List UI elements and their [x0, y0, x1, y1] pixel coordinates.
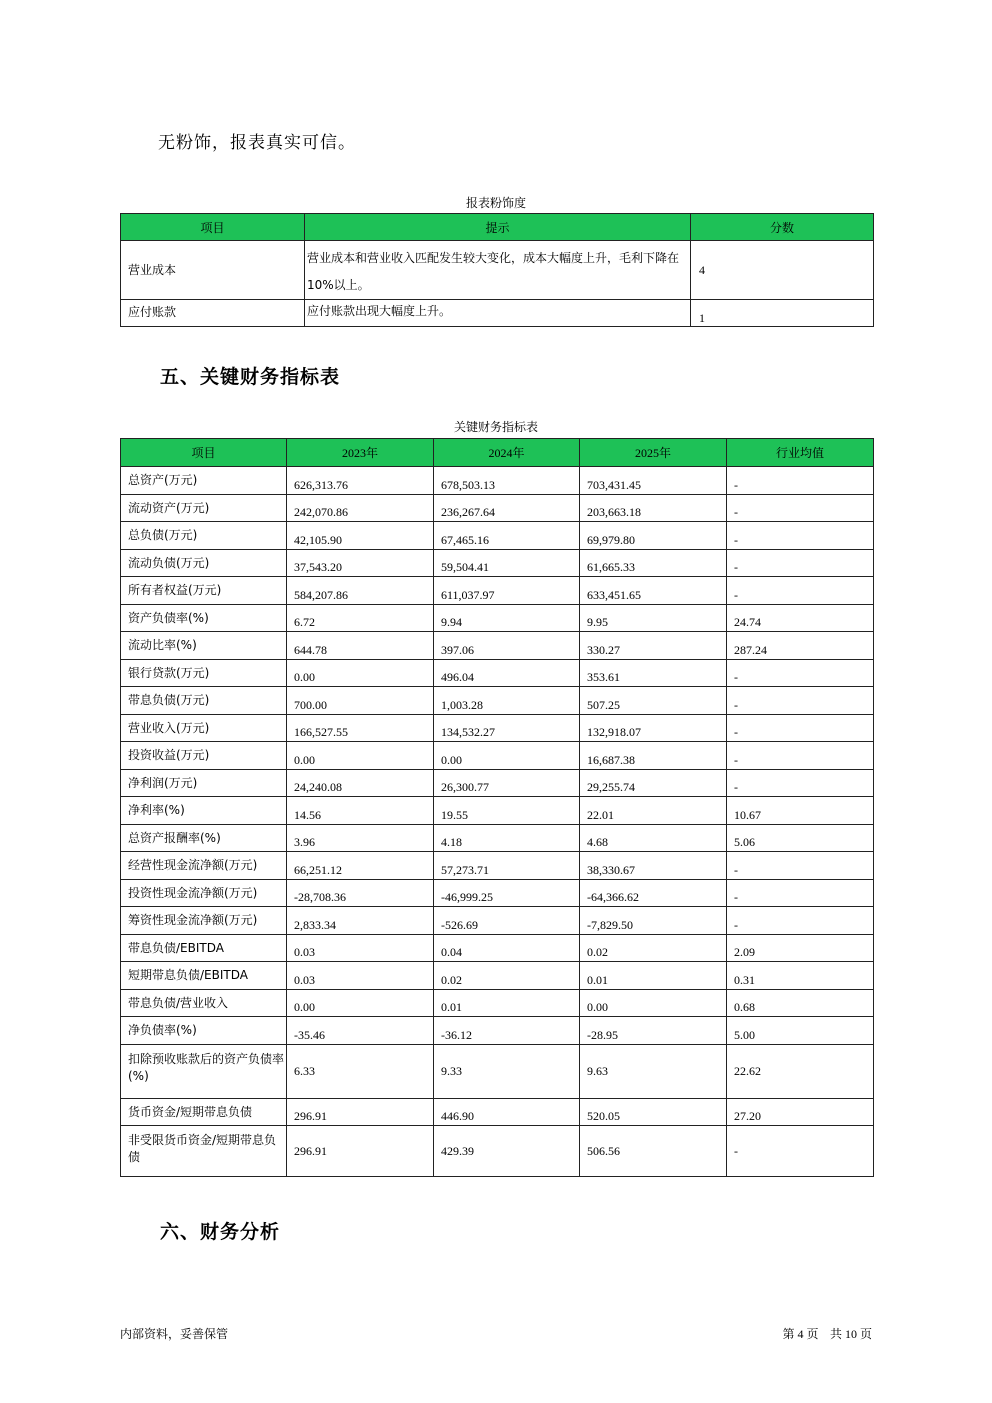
table1-caption: 报表粉饰度 — [465, 196, 526, 210]
table1-cell-item: 营业成本 — [121, 241, 305, 300]
table2-cell-2024: 57,273.71 — [434, 852, 580, 880]
table2-cell-2025: 38,330.67 — [580, 852, 727, 880]
table2-cell-industry-avg: 5.06 — [727, 824, 874, 852]
table2-header-item: 项目 — [121, 439, 287, 467]
table2-cell-item: 带息负债/营业收入 — [121, 989, 287, 1017]
table-row — [121, 989, 874, 1017]
table2-cell-2024: 67,465.16 — [434, 522, 580, 550]
table-row — [121, 522, 874, 550]
table2-cell-industry-avg: - — [727, 907, 874, 935]
table2-cell-2025: 0.02 — [580, 934, 727, 962]
table2-cell-2024: 0.00 — [434, 742, 580, 770]
table-row — [121, 769, 874, 797]
table-row — [121, 632, 874, 660]
table2-cell-2025: 0.00 — [580, 989, 727, 1017]
table2-cell-2024: 611,037.97 — [434, 577, 580, 605]
table-row — [121, 797, 874, 825]
table2-cell-industry-avg: - — [727, 467, 874, 495]
table2-cell-2023: 0.03 — [287, 962, 434, 990]
table1-cell-score: 1 — [691, 300, 874, 327]
table-row — [121, 300, 874, 327]
table2-cell-2024: 9.94 — [434, 604, 580, 632]
table2-header-2023: 2023年 — [287, 439, 434, 467]
table2-cell-item: 扣除预收账款后的资产负债率(%) — [121, 1044, 287, 1098]
table2-cell-2023: 42,105.90 — [287, 522, 434, 550]
table2-cell-2023: 66,251.12 — [287, 852, 434, 880]
table2-cell-2025: 353.61 — [580, 659, 727, 687]
table2-cell-2025: 22.01 — [580, 797, 727, 825]
table2-cell-2024: 0.04 — [434, 934, 580, 962]
table1-cell-tip: 营业成本和营业收入匹配发生较大变化，成本大幅度上升，毛利下降在10%以上。 — [305, 241, 691, 300]
table2-cell-2024: 1,003.28 — [434, 687, 580, 715]
table2-cell-2023: 6.72 — [287, 604, 434, 632]
table2-cell-2025: 507.25 — [580, 687, 727, 715]
table2-cell-item: 净利润(万元) — [121, 769, 287, 797]
table2-cell-industry-avg: - — [727, 769, 874, 797]
table2-cell-2023: 0.03 — [287, 934, 434, 962]
table2-cell-industry-avg: - — [727, 879, 874, 907]
table2-cell-item: 总资产(万元) — [121, 467, 287, 495]
table2-cell-item: 净负债率(%) — [121, 1017, 287, 1045]
table2-cell-item: 筹资性现金流净额(万元) — [121, 907, 287, 935]
key-financial-indicators-table — [120, 438, 874, 1177]
table2-cell-item: 带息负债/EBITDA — [121, 934, 287, 962]
table-row — [121, 1126, 874, 1177]
table2-cell-2023: 0.00 — [287, 989, 434, 1017]
table2-cell-industry-avg: - — [727, 687, 874, 715]
table2-cell-item: 流动比率(%) — [121, 632, 287, 660]
table1-cell-score: 4 — [691, 241, 874, 300]
table2-cell-2023: 644.78 — [287, 632, 434, 660]
table2-cell-industry-avg: 287.24 — [727, 632, 874, 660]
table1-cell-tip: 应付账款出现大幅度上升。 — [305, 300, 691, 327]
table2-cell-2023: 14.56 — [287, 797, 434, 825]
table2-cell-2025: -7,829.50 — [580, 907, 727, 935]
table2-cell-industry-avg: - — [727, 742, 874, 770]
table2-cell-2025: 69,979.80 — [580, 522, 727, 550]
table2-cell-industry-avg: 0.68 — [727, 989, 874, 1017]
table-row — [121, 659, 874, 687]
table2-cell-industry-avg: - — [727, 714, 874, 742]
table2-cell-2023: 296.91 — [287, 1098, 434, 1126]
table2-cell-2025: -64,366.62 — [580, 879, 727, 907]
table2-cell-2023: 2,833.34 — [287, 907, 434, 935]
table2-cell-2023: 166,527.55 — [287, 714, 434, 742]
table2-cell-2023: 0.00 — [287, 742, 434, 770]
table2-cell-industry-avg: - — [727, 577, 874, 605]
table1-cell-item: 应付账款 — [121, 300, 305, 327]
table-row — [121, 824, 874, 852]
table-row — [121, 907, 874, 935]
table2-cell-industry-avg: - — [727, 549, 874, 577]
table2-cell-2023: 700.00 — [287, 687, 434, 715]
report-window-dressing-table — [120, 213, 874, 327]
section5-heading: 五、关键财务指标表 — [160, 366, 341, 388]
table2-cell-2024: 0.02 — [434, 962, 580, 990]
table2-cell-industry-avg: 5.00 — [727, 1017, 874, 1045]
table-row — [121, 1044, 874, 1098]
table2-cell-item: 所有者权益(万元) — [121, 577, 287, 605]
footer-page-number — [783, 1325, 872, 1342]
table2-cell-2023: 626,313.76 — [287, 467, 434, 495]
table2-cell-item: 投资收益(万元) — [121, 742, 287, 770]
intro-text: 无粉饰，报表真实可信。 — [158, 133, 356, 153]
table2-cell-industry-avg: - — [727, 494, 874, 522]
table-row — [121, 714, 874, 742]
table2-cell-2025: -28.95 — [580, 1017, 727, 1045]
table2-cell-2023: 296.91 — [287, 1126, 434, 1177]
table2-cell-2023: -35.46 — [287, 1017, 434, 1045]
table-row — [121, 879, 874, 907]
table-row — [121, 1098, 874, 1126]
table2-cell-2025: 9.63 — [580, 1044, 727, 1098]
table2-cell-2024: -526.69 — [434, 907, 580, 935]
table2-cell-2024: 236,267.64 — [434, 494, 580, 522]
table2-cell-2024: 134,532.27 — [434, 714, 580, 742]
table2-cell-industry-avg: 10.67 — [727, 797, 874, 825]
table2-cell-2023: 37,543.20 — [287, 549, 434, 577]
table2-cell-2023: 242,070.86 — [287, 494, 434, 522]
table-row — [121, 577, 874, 605]
table2-cell-2024: 678,503.13 — [434, 467, 580, 495]
table2-cell-industry-avg: - — [727, 1126, 874, 1177]
table2-cell-item: 投资性现金流净额(万元) — [121, 879, 287, 907]
table2-cell-item: 非受限货币资金/短期带息负债 — [121, 1126, 287, 1177]
table2-cell-item: 净利率(%) — [121, 797, 287, 825]
table2-cell-item: 经营性现金流净额(万元) — [121, 852, 287, 880]
table2-cell-2023: 584,207.86 — [287, 577, 434, 605]
table2-cell-industry-avg: 27.20 — [727, 1098, 874, 1126]
table2-cell-2024: 446.90 — [434, 1098, 580, 1126]
table2-cell-industry-avg: - — [727, 522, 874, 550]
table-row — [121, 549, 874, 577]
table2-cell-2025: 132,918.07 — [580, 714, 727, 742]
table2-cell-item: 银行贷款(万元) — [121, 659, 287, 687]
table2-cell-2024: 26,300.77 — [434, 769, 580, 797]
table2-cell-2023: 0.00 — [287, 659, 434, 687]
table2-cell-2023: -28,708.36 — [287, 879, 434, 907]
table2-cell-2024: -46,999.25 — [434, 879, 580, 907]
table2-cell-2025: 61,665.33 — [580, 549, 727, 577]
table2-cell-industry-avg: 22.62 — [727, 1044, 874, 1098]
table2-cell-2024: 496.04 — [434, 659, 580, 687]
table2-cell-industry-avg: 0.31 — [727, 962, 874, 990]
table2-cell-2024: 19.55 — [434, 797, 580, 825]
footer-page-prefix: 第 — [782, 1327, 795, 1341]
table-row — [121, 467, 874, 495]
table-row — [121, 604, 874, 632]
table2-cell-2025: 29,255.74 — [580, 769, 727, 797]
table2-cell-industry-avg: 2.09 — [727, 934, 874, 962]
table2-header-2024: 2024年 — [434, 439, 580, 467]
table2-cell-2023: 24,240.08 — [287, 769, 434, 797]
table2-cell-item: 带息负债(万元) — [121, 687, 287, 715]
table2-cell-2025: 9.95 — [580, 604, 727, 632]
table1-header-tip: 提示 — [305, 214, 691, 241]
table2-cell-2024: 397.06 — [434, 632, 580, 660]
table-row — [121, 852, 874, 880]
table2-cell-2024: 429.39 — [434, 1126, 580, 1177]
table-row — [121, 1017, 874, 1045]
table2-cell-2025: 633,451.65 — [580, 577, 727, 605]
table2-cell-2025: 330.27 — [580, 632, 727, 660]
table2-cell-2024: 9.33 — [434, 1044, 580, 1098]
table2-cell-item: 流动资产(万元) — [121, 494, 287, 522]
table2-cell-industry-avg: - — [727, 659, 874, 687]
table1-header-item: 项目 — [121, 214, 305, 241]
footer-confidential: 内部资料，妥善保管 — [120, 1327, 229, 1341]
table2-cell-2024: 4.18 — [434, 824, 580, 852]
table2-cell-2023: 3.96 — [287, 824, 434, 852]
table2-cell-2025: 4.68 — [580, 824, 727, 852]
table2-header-industry-avg: 行业均值 — [727, 439, 874, 467]
table2-cell-2025: 203,663.18 — [580, 494, 727, 522]
section6-heading: 六、财务分析 — [160, 1221, 281, 1243]
table1-header-score: 分数 — [691, 214, 874, 241]
table-row — [121, 494, 874, 522]
table2-cell-2025: 16,687.38 — [580, 742, 727, 770]
table2-caption: 关键财务指标表 — [453, 420, 538, 434]
table2-cell-item: 资产负债率(%) — [121, 604, 287, 632]
table2-cell-industry-avg: - — [727, 852, 874, 880]
table2-cell-2024: -36.12 — [434, 1017, 580, 1045]
table2-header-2025: 2025年 — [580, 439, 727, 467]
footer-page-current: 4 — [797, 1327, 804, 1341]
table2-cell-2024: 59,504.41 — [434, 549, 580, 577]
table-row — [121, 241, 874, 300]
table2-cell-item: 总负债(万元) — [121, 522, 287, 550]
table2-cell-2024: 0.01 — [434, 989, 580, 1017]
footer-page-total: 10 — [844, 1327, 857, 1341]
table2-cell-2025: 520.05 — [580, 1098, 727, 1126]
footer-page-mid: 页 共 — [806, 1327, 842, 1341]
table2-cell-item: 短期带息负债/EBITDA — [121, 962, 287, 990]
table2-cell-2023: 6.33 — [287, 1044, 434, 1098]
table-row — [121, 687, 874, 715]
table2-cell-industry-avg: 24.74 — [727, 604, 874, 632]
table-row — [121, 742, 874, 770]
table2-cell-item: 货币资金/短期带息负债 — [121, 1098, 287, 1126]
table2-cell-2025: 0.01 — [580, 962, 727, 990]
table2-cell-2025: 506.56 — [580, 1126, 727, 1177]
footer-page-suffix: 页 — [859, 1327, 872, 1341]
table2-cell-item: 流动负债(万元) — [121, 549, 287, 577]
table2-cell-item: 总资产报酬率(%) — [121, 824, 287, 852]
table2-cell-2025: 703,431.45 — [580, 467, 727, 495]
table2-cell-item: 营业收入(万元) — [121, 714, 287, 742]
table-row — [121, 962, 874, 990]
table-row — [121, 934, 874, 962]
